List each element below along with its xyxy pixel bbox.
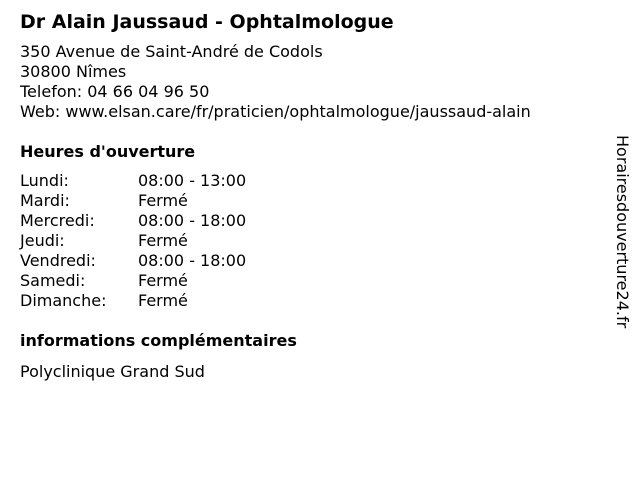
address-street: 350 Avenue de Saint-André de Codols (20, 42, 323, 61)
opening-hours-list (20, 171, 600, 311)
hours-row-friday (20, 251, 600, 271)
day-label: Lundi: (20, 171, 69, 190)
page-title: Dr Alain Jaussaud - Ophtalmologue (20, 11, 394, 33)
website: Web: www.elsan.care/fr/praticien/ophtalmologue/jaussaud-alain (20, 102, 531, 121)
doctor-info (20, 10, 600, 382)
phone-number: Telefon: 04 66 04 96 50 (20, 82, 210, 101)
day-hours: 08:00 - 18:00 (138, 211, 247, 230)
day-hours: Fermé (138, 231, 188, 250)
address-block (20, 42, 600, 122)
hours-row-sunday (20, 291, 600, 311)
extra-info-text: Polyclinique Grand Sud (20, 362, 205, 381)
extra-info-heading: informations complémentaires (20, 331, 297, 350)
day-hours: Fermé (138, 191, 188, 210)
day-hours: Fermé (138, 291, 188, 310)
hours-heading: Heures d'ouverture (20, 142, 196, 161)
day-label: Vendredi: (20, 251, 96, 270)
day-hours: 08:00 - 13:00 (138, 171, 247, 190)
hours-row-thursday (20, 231, 600, 251)
day-label: Samedi: (20, 271, 86, 290)
day-label: Mardi: (20, 191, 70, 210)
hours-row-wednesday (20, 211, 600, 231)
day-hours: 08:00 - 18:00 (138, 251, 247, 270)
day-label: Dimanche: (20, 291, 107, 310)
hours-row-tuesday (20, 191, 600, 211)
site-watermark: Horairesdouverture24.fr (613, 135, 632, 329)
hours-row-saturday (20, 271, 600, 291)
address-city: 30800 Nîmes (20, 62, 127, 81)
hours-row-monday (20, 171, 600, 191)
day-label: Mercredi: (20, 211, 95, 230)
day-label: Jeudi: (20, 231, 65, 250)
day-hours: Fermé (138, 271, 188, 290)
